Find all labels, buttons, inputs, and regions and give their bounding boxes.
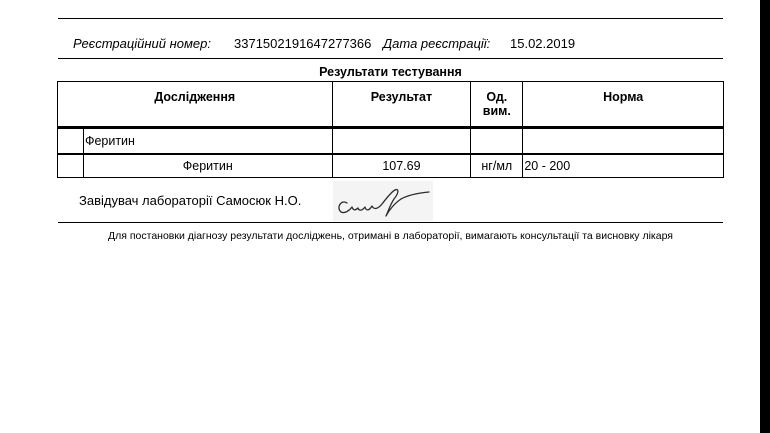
registration-number-value: 3371502191647277366 — [234, 36, 372, 51]
registration-number-label: Реєстраційний номер: — [73, 36, 211, 51]
results-table — [57, 81, 724, 178]
group-unit-cell — [471, 128, 523, 155]
handwritten-signature — [333, 181, 433, 221]
group-name-cell: Феритин — [83, 128, 332, 155]
top-divider — [58, 18, 723, 19]
table-group-row — [58, 128, 724, 155]
row-result-cell: 107.69 — [332, 154, 471, 178]
lab-head-signature-line: Завідувач лабораторії Самосюк Н.О. — [79, 193, 302, 208]
row-blank-cell — [58, 154, 84, 178]
signature-background — [333, 181, 433, 221]
middle-divider — [58, 58, 723, 59]
table-row — [58, 154, 724, 178]
registration-date-value: 15.02.2019 — [510, 36, 576, 51]
column-header-result: Результат — [332, 82, 471, 128]
registration-date-label: Дата реєстрації: — [383, 36, 491, 51]
column-header-norm: Норма — [523, 82, 724, 128]
group-result-cell — [332, 128, 471, 155]
column-header-unit: Од. вим. — [471, 82, 523, 128]
results-title: Результати тестування — [319, 65, 462, 79]
column-header-study: Дослідження — [58, 82, 333, 128]
disclaimer-text: Для постановки діагнозу результати досліджень, отримані в лабораторії, вимагають консультації та висновку лікаря — [108, 230, 673, 242]
group-blank-cell — [58, 128, 84, 155]
group-norm-cell — [523, 128, 724, 155]
row-unit-cell: нг/мл — [471, 154, 523, 178]
row-name-cell: Феритин — [83, 154, 332, 178]
table-header-row — [58, 82, 724, 128]
bottom-divider — [58, 222, 723, 223]
row-norm-cell: 20 - 200 — [523, 154, 724, 178]
